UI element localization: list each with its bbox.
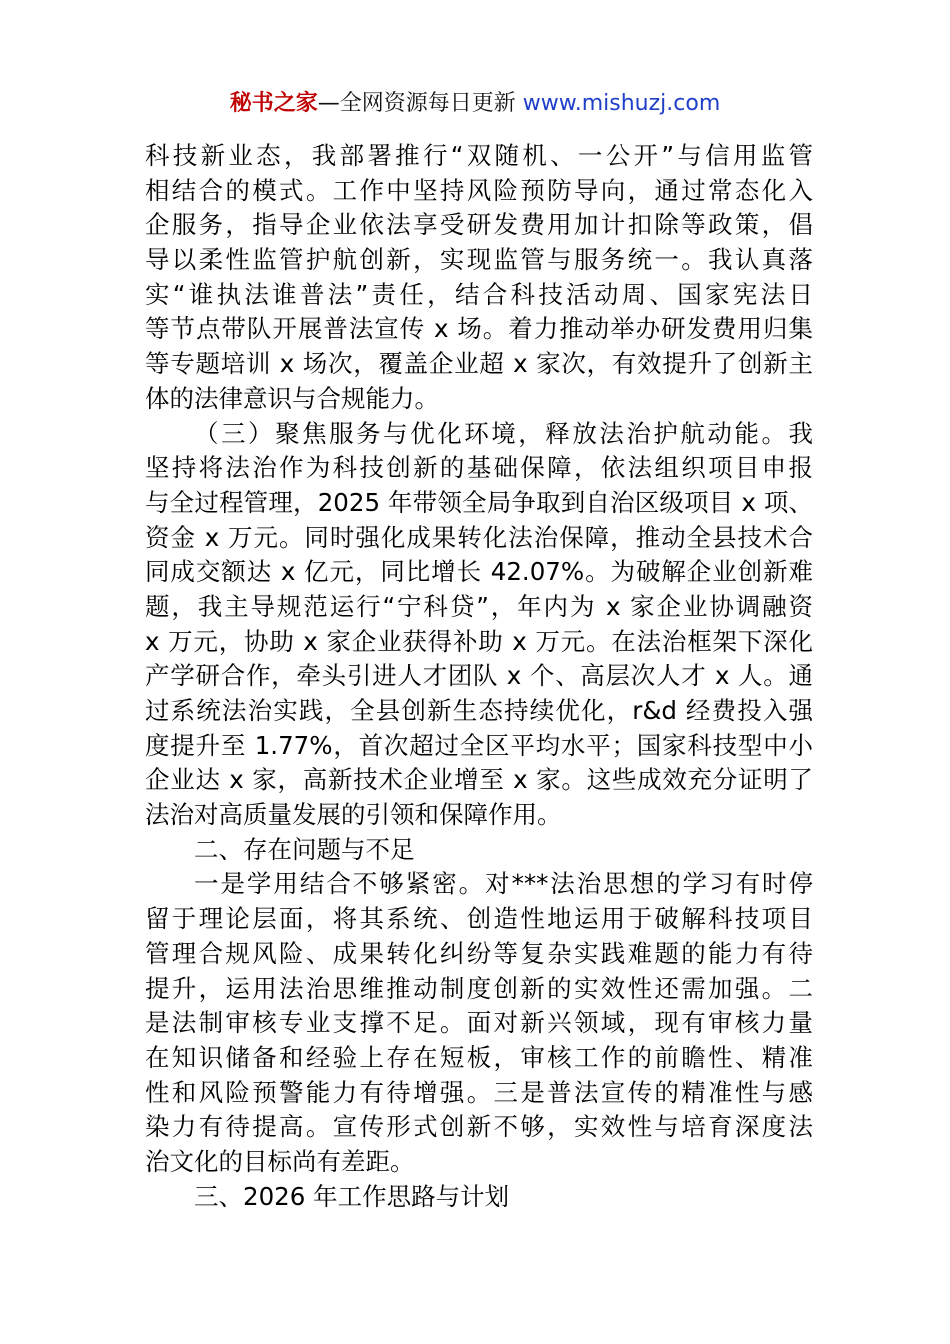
text-line: 提升，运用法治思维推动制度创新的实效性还需加强。二 — [145, 973, 813, 1003]
document-body — [145, 139, 813, 1214]
header-slogan: —全网资源每日更新 — [317, 91, 523, 116]
text-line: 企业达 x 家，高新技术企业增至 x 家。这些成效充分证明了 — [145, 765, 813, 795]
text-line: 等节点带队开展普法宣传 x 场。着力推动举办研发费用归集 — [145, 314, 813, 344]
text-line: 与全过程管理，2025 年带领全局争取到自治区级项目 x 项、 — [145, 487, 813, 517]
text-line: 实“谁执法谁普法”责任，结合科技活动周、国家宪法日 — [145, 279, 813, 309]
section-heading-plan: 三、2026 年工作思路与计划 — [194, 1181, 510, 1211]
section-heading-3: （三）聚焦服务与优化环境，释放法治护航动能。我 — [194, 418, 813, 448]
text-line: 管理合规风险、成果转化纠纷等复杂实践难题的能力有待 — [145, 938, 813, 968]
text-line: 题，我主导规范运行“宁科贷”，年内为 x 家企业协调融资 — [145, 591, 813, 621]
text-line: 过系统法治实践，全县创新生态持续优化，r&d 经费投入强 — [145, 696, 813, 725]
text-line: 染力有待提高。宣传形式创新不够，实效性与培育深度法 — [145, 1112, 813, 1142]
text-line: 同成交额达 x 亿元，同比增长 42.07%。为破解企业创新难 — [145, 557, 813, 587]
text-line: 相结合的模式。工作中坚持风险预防导向，通过常态化入 — [145, 175, 813, 205]
text-line: 企服务，指导企业依法享受研发费用加计扣除等政策，倡 — [145, 210, 813, 240]
text-line: 留于理论层面，将其系统、创造性地运用于破解科技项目 — [145, 904, 813, 934]
text-line: 产学研合作，牵头引进人才团队 x 个、高层次人才 x 人。通 — [145, 661, 813, 691]
text-line: 度提升至 1.77%，首次超过全区平均水平；国家科技型中小 — [145, 730, 813, 760]
text-line: 性和风险预警能力有待增强。三是普法宣传的精准性与感 — [145, 1077, 813, 1107]
page-header — [0, 86, 950, 122]
text-line: 是法制审核专业支撑不足。面对新兴领域，现有审核力量 — [145, 1008, 813, 1038]
text-line: 在知识储备和经验上存在短板，审核工作的前瞻性、精准 — [145, 1042, 813, 1072]
text-line: 治文化的目标尚有差距。 — [145, 1146, 415, 1176]
text-line: 体的法律意识与合规能力。 — [145, 383, 439, 413]
text-line: 等专题培训 x 场次，覆盖企业超 x 家次，有效提升了创新主 — [145, 349, 813, 379]
text-line: 导以柔性监管护航创新，实现监管与服务统一。我认真落 — [145, 245, 813, 275]
site-url: www.mishuzj.com — [522, 91, 721, 116]
text-line: 坚持将法治作为科技创新的基础保障，依法组织项目申报 — [145, 453, 813, 483]
text-line: x 万元，协助 x 家企业获得补助 x 万元。在法治框架下深化 — [145, 626, 813, 656]
text-line: 一是学用结合不够紧密。对***法治思想的学习有时停 — [194, 869, 813, 899]
text-line: 科技新业态，我部署推行“双随机、一公开”与信用监管 — [145, 141, 813, 170]
brand-name: 秘书之家 — [229, 91, 318, 116]
section-heading-problems: 二、存在问题与不足 — [194, 834, 415, 864]
text-line: 资金 x 万元。同时强化成果转化法治保障，推动全县技术合 — [145, 522, 813, 552]
text-line: 法治对高质量发展的引领和保障作用。 — [145, 800, 562, 830]
